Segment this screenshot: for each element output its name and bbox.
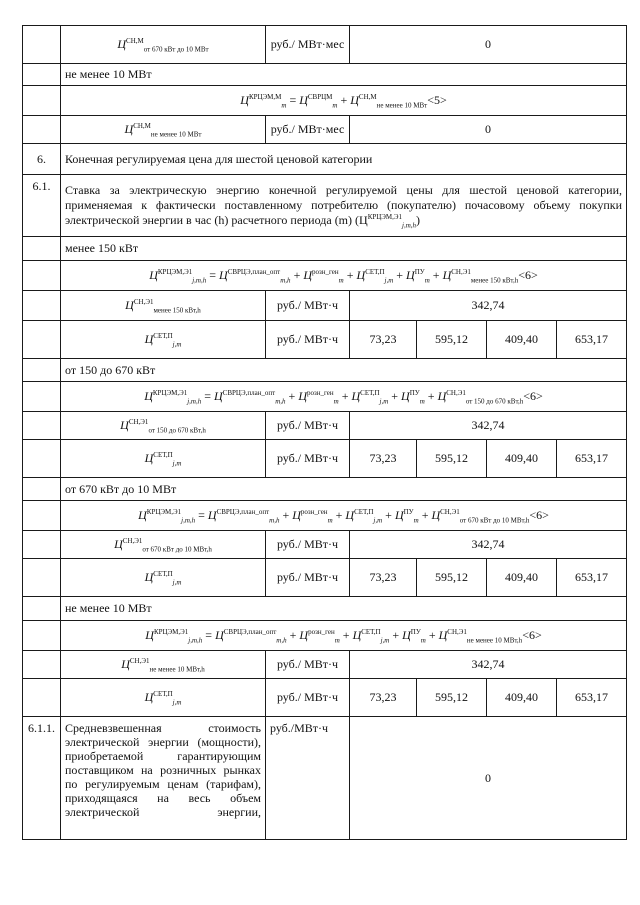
table-row (23, 64, 627, 86)
table-row (23, 116, 627, 144)
value-cell: 409,40 (487, 679, 557, 717)
table-row (23, 237, 627, 261)
section-label: от 670 кВт до 10 МВт (61, 478, 627, 501)
number-cell (23, 559, 61, 597)
value-cell: 73,23 (350, 321, 417, 359)
table-row (23, 86, 627, 116)
value-cell: 653,17 (557, 679, 627, 717)
table-row (23, 26, 627, 64)
value-cell: 409,40 (487, 559, 557, 597)
table-row (23, 291, 627, 321)
number-cell (23, 359, 61, 382)
value-cell: 73,23 (350, 679, 417, 717)
section-label: не менее 10 МВт (61, 597, 627, 621)
formula-cell: $Ц^{КРЦЭМ,Э1}_{j,m,h} = Ц^{СВРЦЭ,план\_опт}_{m,h} + Ц^{розн\_ген}_m + Ц^{СЕТ,П}_{j,m} + Ц^{ПУ}_m + Ц^{СН,Э1}_{не менее 10 МВт,h}<6>$ (61, 621, 627, 651)
number-cell (23, 412, 61, 440)
number-cell: 6.1.1. (23, 717, 61, 840)
table-row (23, 501, 627, 531)
symbol-cell: $Ц^{СЕТ,П}_{j,m}$ (61, 321, 266, 359)
unit-cell: руб./ МВт·ч (266, 679, 350, 717)
symbol-cell: $Ц^{СЕТ,П}_{j,m}$ (61, 559, 266, 597)
table-row (23, 382, 627, 412)
value-cell: 342,74 (350, 531, 627, 559)
table-row (23, 261, 627, 291)
unit-cell: руб./ МВт·ч (266, 321, 350, 359)
symbol-cell: $Ц^{СН,Э1}_{менее 150 кВт,h}$ (61, 291, 266, 321)
symbol-cell: $Ц^{СЕТ,П}_{j,m}$ (61, 440, 266, 478)
table-row (23, 651, 627, 679)
unit-cell: руб./ МВт·ч (266, 291, 350, 321)
formula-cell: $Ц^{КРЦЭМ,Э1}_{j,m,h} = Ц^{СВРЦЭ,план\_опт}_{m,h} + Ц^{розн\_ген}_m + Ц^{СЕТ,П}_{j,m} + Ц^{ПУ}_m + Ц^{СН,Э1}_{от 670 кВт до 10 МВт,h}<6>$ (61, 501, 627, 531)
number-cell (23, 597, 61, 621)
number-cell (23, 679, 61, 717)
number-cell (23, 440, 61, 478)
unit-cell: руб./ МВт·ч (266, 651, 350, 679)
value-cell: 409,40 (487, 440, 557, 478)
symbol-cell: $Ц^{СН,Э1}_{от 670 кВт до 10 МВт,h}$ (61, 531, 266, 559)
value-cell: 0 (350, 116, 627, 144)
value-cell: 342,74 (350, 291, 627, 321)
description-cell: Средневзвешенная стоимость электрической энергии (мощности), приобретаемой гарантирующим поставщиком на розничных рынках по регулируемым ценам (тарифам), приходящаяся на весь объем электрической энергии, (61, 717, 266, 840)
table-row (23, 412, 627, 440)
section-label: от 150 до 670 кВт (61, 359, 627, 382)
section-label: не менее 10 МВт (61, 64, 627, 86)
number-cell (23, 621, 61, 651)
number-cell (23, 261, 61, 291)
table-row (23, 440, 627, 478)
tariff-document (22, 25, 626, 840)
section-heading: Конечная регулируемая цена для шестой ценовой категории (61, 144, 627, 175)
unit-cell: руб./ МВт·мес (266, 116, 350, 144)
table-row (23, 597, 627, 621)
value-cell: 595,12 (417, 440, 487, 478)
symbol-cell: $Ц^{СН,Э1}_{от 150 до 670 кВт,h}$ (61, 412, 266, 440)
value-cell: 409,40 (487, 321, 557, 359)
number-cell (23, 116, 61, 144)
description-cell: Ставка за электрическую энергию конечной регулируемой цены для шестой ценовой категории, применяемая к фактически поставленному потребителю (покупателю) почасовому объему покупки электрической энергии в час (h) расчетного периода (m) $(Ц^{КРЦЭМ,Э1}_{j,m,h})$ (61, 175, 627, 237)
symbol-cell: $Ц^{СЕТ,П}_{j,m}$ (61, 679, 266, 717)
tariff-table (22, 25, 627, 840)
value-cell: 73,23 (350, 559, 417, 597)
table-row (23, 679, 627, 717)
number-cell: 6.1. (23, 175, 61, 237)
value-cell: 0 (350, 26, 627, 64)
table-row (23, 559, 627, 597)
table-row (23, 321, 627, 359)
table-row (23, 621, 627, 651)
number-cell (23, 291, 61, 321)
formula-cell: $Ц^{КРЦЭМ,Э1}_{j,m,h} = Ц^{СВРЦЭ,план\_опт}_{m,h} + Ц^{розн\_ген}_m + Ц^{СЕТ,П}_{j,m} + Ц^{ПУ}_m + Ц^{СН,Э1}_{менее 150 кВт,h}<6>$ (61, 261, 627, 291)
table-row (23, 175, 627, 237)
table-row (23, 717, 627, 840)
table-row (23, 144, 627, 175)
number-cell (23, 478, 61, 501)
number-cell (23, 321, 61, 359)
number-cell (23, 382, 61, 412)
formula-cell: $Ц^{КРЦЭМ,М}_m = Ц^{СВРЦМ}_m + Ц^{СН,М}_{не менее 10 МВт}<5>$ (61, 86, 627, 116)
unit-cell: руб./МВт·ч (266, 717, 350, 840)
unit-cell: руб./ МВт·мес (266, 26, 350, 64)
number-cell (23, 26, 61, 64)
table-row (23, 478, 627, 501)
value-cell: 653,17 (557, 321, 627, 359)
unit-cell: руб./ МВт·ч (266, 412, 350, 440)
number-cell (23, 651, 61, 679)
section-label: менее 150 кВт (61, 237, 627, 261)
number-cell: 6. (23, 144, 61, 175)
value-cell: 342,74 (350, 651, 627, 679)
value-cell: 653,17 (557, 559, 627, 597)
symbol-cell: $Ц^{СН,М}_{не менее 10 МВт}$ (61, 116, 266, 144)
value-cell: 595,12 (417, 679, 487, 717)
unit-cell: руб./ МВт·ч (266, 440, 350, 478)
table-row (23, 359, 627, 382)
number-cell (23, 86, 61, 116)
value-cell: 0 (350, 717, 627, 840)
number-cell (23, 501, 61, 531)
number-cell (23, 531, 61, 559)
symbol-cell: $Ц^{СН,М}_{от 670 кВт до 10 МВт}$ (61, 26, 266, 64)
value-cell: 73,23 (350, 440, 417, 478)
symbol-cell: $Ц^{СН,Э1}_{не менее 10 МВт,h}$ (61, 651, 266, 679)
formula-cell: $Ц^{КРЦЭМ,Э1}_{j,m,h} = Ц^{СВРЦЭ,план\_опт}_{m,h} + Ц^{розн\_ген}_m + Ц^{СЕТ,П}_{j,m} + Ц^{ПУ}_m + Ц^{СН,Э1}_{от 150 до 670 кВт,h}<6>$ (61, 382, 627, 412)
number-cell (23, 64, 61, 86)
unit-cell: руб./ МВт·ч (266, 531, 350, 559)
value-cell: 342,74 (350, 412, 627, 440)
value-cell: 595,12 (417, 559, 487, 597)
value-cell: 653,17 (557, 440, 627, 478)
number-cell (23, 237, 61, 261)
value-cell: 595,12 (417, 321, 487, 359)
table-row (23, 531, 627, 559)
unit-cell: руб./ МВт·ч (266, 559, 350, 597)
